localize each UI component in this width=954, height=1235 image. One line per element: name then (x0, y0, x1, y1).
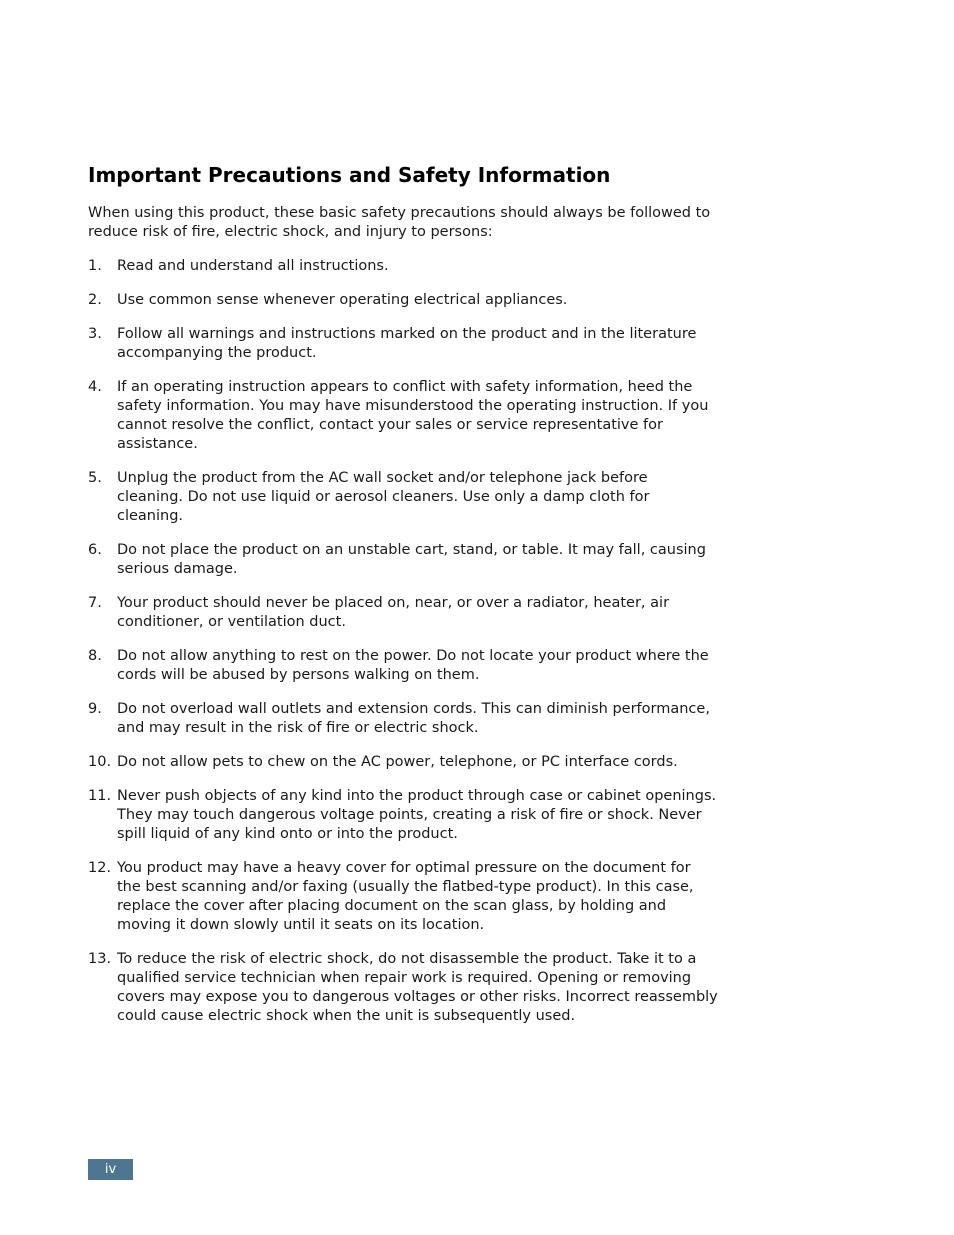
list-item (88, 753, 718, 772)
item-text: Read and understand all instructions. (117, 258, 389, 274)
item-number: 10. (88, 754, 112, 770)
list-item (88, 859, 718, 935)
item-number: 3. (88, 326, 102, 342)
list-item (88, 378, 718, 454)
item-text: Your product should never be placed on, near, or over a radiator, heater, air conditioner, or ventilation duct. (117, 595, 670, 630)
item-text: Do not allow anything to rest on the power. Do not locate your product where the cords will be abused by persons walking on them. (117, 648, 709, 683)
item-text: You product may have a heavy cover for optimal pressure on the document for the best scanning and/or faxing (usually the flatbed-type product). In this case, replace the cover after placing document on the scan glass, by holding and moving it down slowly until it seats on its location. (117, 860, 694, 933)
item-number: 2. (88, 292, 102, 308)
item-number: 9. (88, 701, 102, 717)
item-number: 7. (88, 595, 102, 611)
page-number-badge: iv (88, 1159, 133, 1180)
item-text: Follow all warnings and instructions marked on the product and in the literature accompanying the product. (117, 326, 697, 361)
item-text: If an operating instruction appears to conflict with safety information, heed the safety information. You may have misunderstood the operating instruction. If you cannot resolve the conflict, contact your sales or service representative for assistance. (117, 379, 709, 452)
item-text: Use common sense whenever operating electrical appliances. (117, 292, 568, 308)
precautions-list (88, 257, 718, 1041)
list-item (88, 469, 718, 526)
page-title: Important Precautions and Safety Information (88, 163, 611, 187)
list-item (88, 541, 718, 579)
item-number: 8. (88, 648, 102, 664)
item-number: 12. (88, 860, 112, 876)
item-number: 11. (88, 788, 112, 804)
item-text: Do not allow pets to chew on the AC power, telephone, or PC interface cords. (117, 754, 678, 770)
item-text: Never push objects of any kind into the product through case or cabinet openings. They may touch dangerous voltage points, creating a risk of fire or shock. Never spill liquid of any kind onto or into the product. (117, 788, 717, 842)
intro-paragraph: When using this product, these basic safety precautions should always be followed to reduce risk of fire, electric shock, and injury to persons: (88, 205, 711, 240)
list-item (88, 594, 718, 632)
item-text: Do not place the product on an unstable cart, stand, or table. It may fall, causing serious damage. (117, 542, 706, 577)
item-number: 6. (88, 542, 102, 558)
list-item (88, 325, 718, 363)
list-item (88, 787, 718, 844)
item-text: Do not overload wall outlets and extension cords. This can diminish performance, and may result in the risk of fire or electric shock. (117, 701, 710, 736)
item-text: To reduce the risk of electric shock, do not disassemble the product. Take it to a qualified service technician when repair work is required. Opening or removing covers may expose you to dangerous voltages or other risks. Incorrect reassembly could cause electric shock when the unit is subsequently used. (117, 951, 718, 1024)
item-number: 5. (88, 470, 102, 486)
list-item (88, 950, 718, 1026)
item-number: 1. (88, 258, 102, 274)
item-text: Unplug the product from the AC wall socket and/or telephone jack before cleaning. Do not use liquid or aerosol cleaners. Use only a damp cloth for cleaning. (117, 470, 650, 524)
list-item (88, 257, 718, 276)
item-number: 13. (88, 951, 112, 967)
item-number: 4. (88, 379, 102, 395)
list-item (88, 291, 718, 310)
list-item (88, 700, 718, 738)
list-item (88, 647, 718, 685)
